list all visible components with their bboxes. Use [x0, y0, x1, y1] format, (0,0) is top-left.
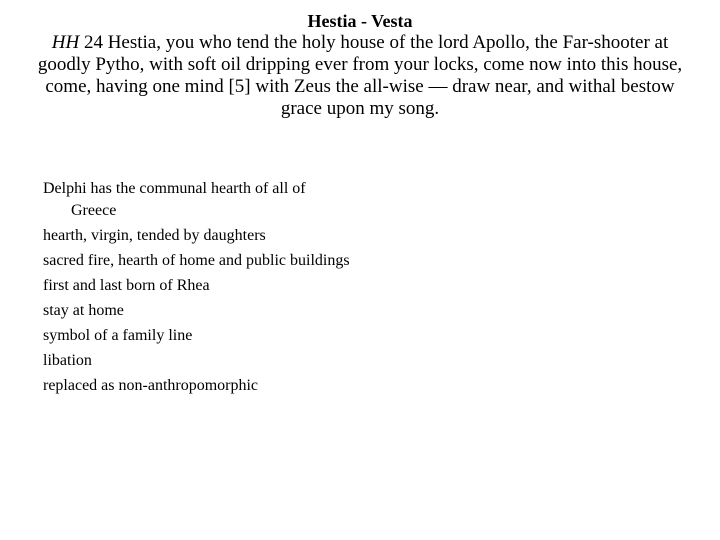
list-item: Delphi has the communal hearth of all of Greece: [43, 180, 306, 219]
list-item: first and last born of Rhea: [43, 277, 210, 294]
quote-source: HH: [51, 32, 80, 53]
list-item: sacred fire, hearth of home and public buildings: [43, 252, 350, 269]
list-item: replaced as non-anthropomorphic: [43, 377, 259, 394]
notes-list: [43, 178, 353, 400]
list-item: symbol of a family line: [43, 327, 193, 344]
hymn-quote: [30, 32, 690, 120]
list-item: libation: [43, 352, 92, 369]
header: [30, 10, 690, 120]
list-item: stay at home: [43, 302, 124, 319]
list-item: hearth, virgin, tended by daughters: [43, 227, 266, 244]
quote-text: 24 Hestia, you who tend the holy house of the lord Apollo, the Far-shooter at goodly Pytho, with soft oil dripping ever from your locks, come now into this house, come, having one mind [5] with Zeus the all-wise — draw near, and withal bestow grace upon my song.: [37, 32, 683, 119]
page-title: Hestia - Vesta: [307, 11, 413, 31]
